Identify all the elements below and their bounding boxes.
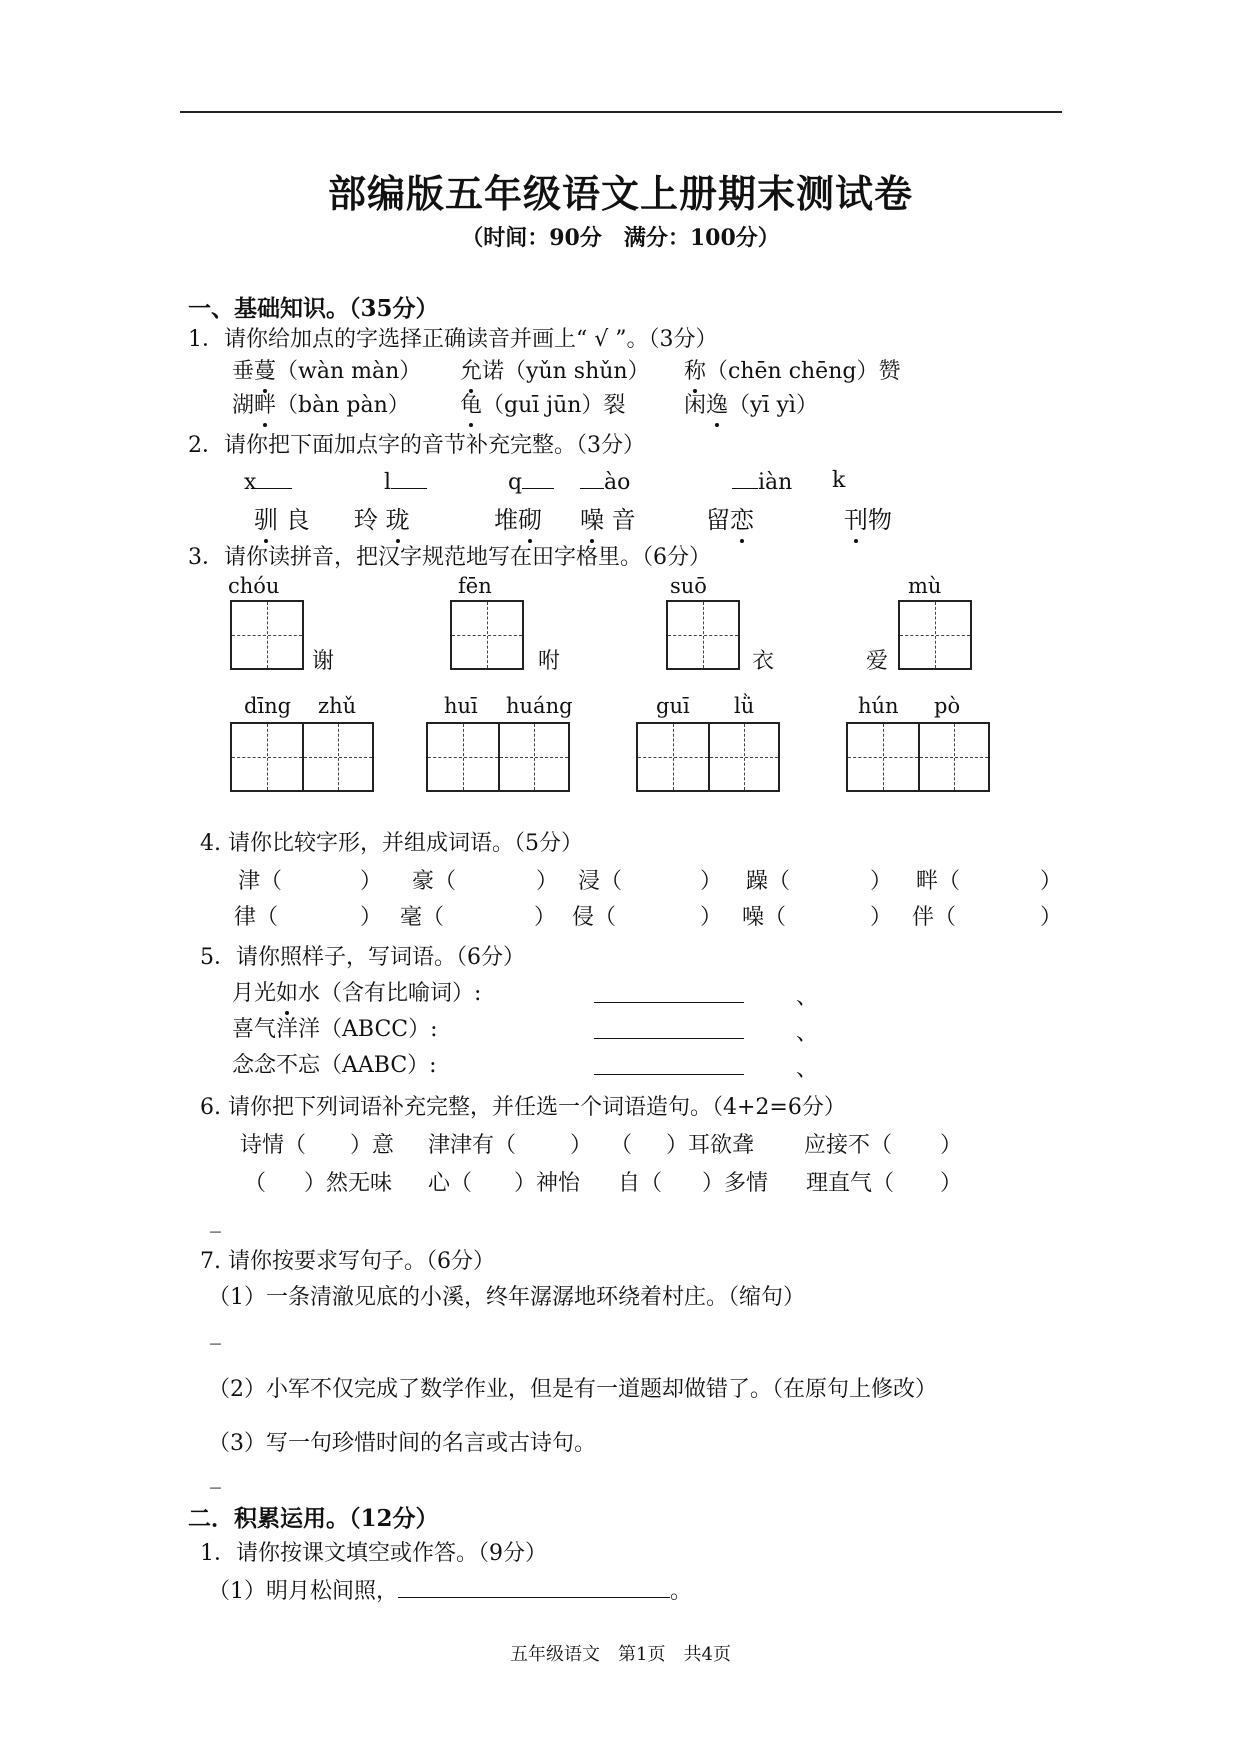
q6-r2-g: 理直气（ (806, 1171, 895, 1196)
q3-char-1: 谢 (312, 649, 335, 674)
q6-r2-b: ）然无味 (304, 1171, 393, 1196)
q2-word-3: 堆砌 (494, 500, 542, 535)
q4-r1-open-5: 畔（ (916, 869, 961, 894)
q2-pinyin-3: q (508, 468, 554, 495)
q6-stem: 6. 请你把下列词语补充完整，并任选一个词语造句。（4+2=6分） (200, 1095, 846, 1120)
q6-r1-d: ） (570, 1133, 593, 1158)
q4-r1-close-1: ） (360, 869, 383, 894)
q4-r2-close-2: ） (534, 905, 557, 930)
section-2-heading: 二．积累运用。（12分） (188, 1505, 439, 1532)
q4-stem: 4. 请你比较字形，并组成词语。（5分） (200, 831, 583, 856)
q4-r2-close-5: ） (1040, 905, 1063, 930)
q4-r2-open-3: 侵（ (572, 905, 617, 930)
q4-r2-close-4: ） (870, 905, 893, 930)
q3-grid-6[interactable] (426, 722, 570, 792)
q5-line-2-sep: 、 (796, 1021, 819, 1046)
q1-item-5: 龟（guī jūn）裂 (460, 388, 625, 419)
q7-answer-mark-1[interactable]: _ (210, 1320, 221, 1345)
q7-sentence-1: （1）一条清澈见底的小溪，终年潺潺地环绕着村庄。（缩句） (208, 1285, 805, 1310)
q1-item-2: 允诺（yǔn shǔn） (460, 354, 650, 385)
q3-pinyin-1: chóu (228, 574, 280, 598)
q5-line-1-label: 月光如水（含有比喻词）: (232, 976, 481, 1007)
q6-r2-a: （ (244, 1171, 267, 1196)
q1-item-6: 闲逸（yī yì） (684, 388, 818, 419)
q3-pinyin-5a: dīng (244, 694, 292, 718)
exam-subtitle: （时间：90分 满分：100分） (461, 225, 780, 251)
q1-stem: 1．请你给加点的字选择正确读音并画上“ √ ”。（3分） (188, 327, 718, 352)
q3-pinyin-8a: hún (858, 694, 899, 718)
q3-stem: 3．请你读拼音，把汉字规范地写在田字格里。（6分） (188, 545, 711, 570)
q4-r1-open-3: 浸（ (578, 869, 623, 894)
q3-pinyin-2: fēn (458, 574, 492, 598)
q4-r1-open-1: 津（ (238, 869, 283, 894)
q8-stem: 1．请你按课文填空或作答。（9分） (200, 1541, 547, 1566)
q3-pinyin-3: suō (670, 574, 707, 598)
q2-word-4: 噪 音 (580, 500, 636, 535)
q8-line-1: （1）明月松间照， 。 (208, 1579, 693, 1604)
q4-r1-close-2: ） (536, 869, 559, 894)
q5-stem: 5．请你照样子，写词语。（6分） (200, 945, 525, 970)
q3-grid-7[interactable] (636, 722, 780, 792)
q5-line-1-sep: 、 (796, 985, 819, 1010)
q4-r2-close-1: ） (360, 905, 383, 930)
q6-r1-b: ）意 (350, 1133, 395, 1158)
top-rule (180, 111, 1062, 113)
q6-r2-e: 自（ (618, 1171, 663, 1196)
q6-r1-c: 津津有（ (428, 1133, 517, 1158)
page-footer: 五年级语文 第1页 共4页 (510, 1644, 731, 1665)
q6-r2-f: ）多情 (702, 1171, 769, 1196)
section-1-heading: 一、基础知识。（35分） (188, 295, 439, 322)
q4-r2-close-3: ） (700, 905, 723, 930)
q4-r1-close-4: ） (870, 869, 893, 894)
q2-stem: 2．请你把下面加点字的音节补充完整。（3分） (188, 433, 645, 458)
q6-r1-e: （ (610, 1133, 633, 1158)
q2-pinyin-1: x (244, 468, 292, 495)
q2-word-1: 驯 良 (254, 500, 310, 535)
q5-line-1-blank[interactable] (594, 976, 744, 1003)
q1-item-1: 垂蔓（wàn màn） (232, 354, 421, 385)
q4-r1-open-2: 豪（ (412, 869, 457, 894)
q1-item-4: 湖畔（bàn pàn） (232, 388, 410, 419)
q2-pinyin-4: ào (580, 468, 630, 495)
q6-r2-h: ） (940, 1171, 963, 1196)
q5-line-3-label: 念念不忘（AABC）: (232, 1053, 437, 1078)
q2-pinyin-5: iàn (732, 468, 792, 495)
q3-pinyin-7b: lǜ (734, 694, 755, 718)
q7-answer-mark-3[interactable]: _ (210, 1464, 221, 1489)
q6-r1-g: 应接不（ (804, 1133, 893, 1158)
q4-r2-open-5: 伴（ (912, 905, 957, 930)
q3-grid-8[interactable] (846, 722, 990, 792)
q3-grid-4[interactable] (898, 600, 972, 670)
q3-pinyin-5b: zhǔ (318, 694, 357, 718)
q7-sentence-3: （3）写一句珍惜时间的名言或古诗句。 (208, 1431, 596, 1456)
q2-pinyin-2: l (384, 468, 427, 495)
q1-item-3: 称（chēn chēng）赞 (684, 354, 900, 385)
q6-r1-a: 诗情（ (240, 1133, 307, 1158)
q3-grid-5[interactable] (230, 722, 374, 792)
q3-pinyin-6a: huī (444, 694, 478, 718)
q3-pinyin-8b: pò (934, 694, 961, 718)
q8-line-1-blank[interactable] (398, 1577, 670, 1598)
q2-word-6: 刊物 (844, 500, 892, 535)
q6-r2-d: ）神怡 (514, 1171, 581, 1196)
q6-r1-f: ）耳欲聋 (666, 1133, 755, 1158)
q3-char-2: 咐 (538, 649, 561, 674)
q3-char-4: 爱 (866, 649, 889, 674)
q3-pinyin-7a: guī (656, 694, 690, 718)
q3-grid-3[interactable] (666, 600, 740, 670)
q4-r2-open-4: 噪（ (742, 905, 787, 930)
q6-answer-mark[interactable]: _ (210, 1208, 221, 1233)
q5-line-3-sep: 、 (796, 1057, 819, 1082)
q4-r2-open-1: 律（ (234, 905, 279, 930)
q5-line-3-blank[interactable] (594, 1048, 744, 1075)
q2-pinyin-6: k (832, 468, 846, 493)
q3-char-3: 衣 (752, 649, 775, 674)
q7-stem: 7. 请你按要求写句子。（6分） (200, 1249, 495, 1274)
q7-sentence-2: （2）小军不仅完成了数学作业，但是有一道题却做错了。（在原句上修改） (208, 1377, 937, 1402)
q3-pinyin-6b: huáng (506, 694, 573, 718)
q3-pinyin-4: mù (908, 574, 942, 598)
q6-r2-c: 心（ (428, 1171, 473, 1196)
q5-line-2-label: 喜气洋洋（ABCC）: (232, 1017, 438, 1042)
q2-word-2: 玲 珑 (354, 500, 410, 535)
q4-r1-open-4: 躁（ (746, 869, 791, 894)
q4-r1-close-3: ） (700, 869, 723, 894)
exam-title: 部编版五年级语文上册期末测试卷 (327, 171, 913, 216)
q2-word-5: 留恋 (706, 500, 754, 535)
q3-grid-2[interactable] (450, 600, 524, 670)
q3-grid-1[interactable] (230, 600, 304, 670)
q5-line-2-blank[interactable] (594, 1012, 744, 1039)
q6-r1-h: ） (940, 1133, 963, 1158)
q4-r2-open-2: 毫（ (400, 905, 445, 930)
q4-r1-close-5: ） (1040, 869, 1063, 894)
